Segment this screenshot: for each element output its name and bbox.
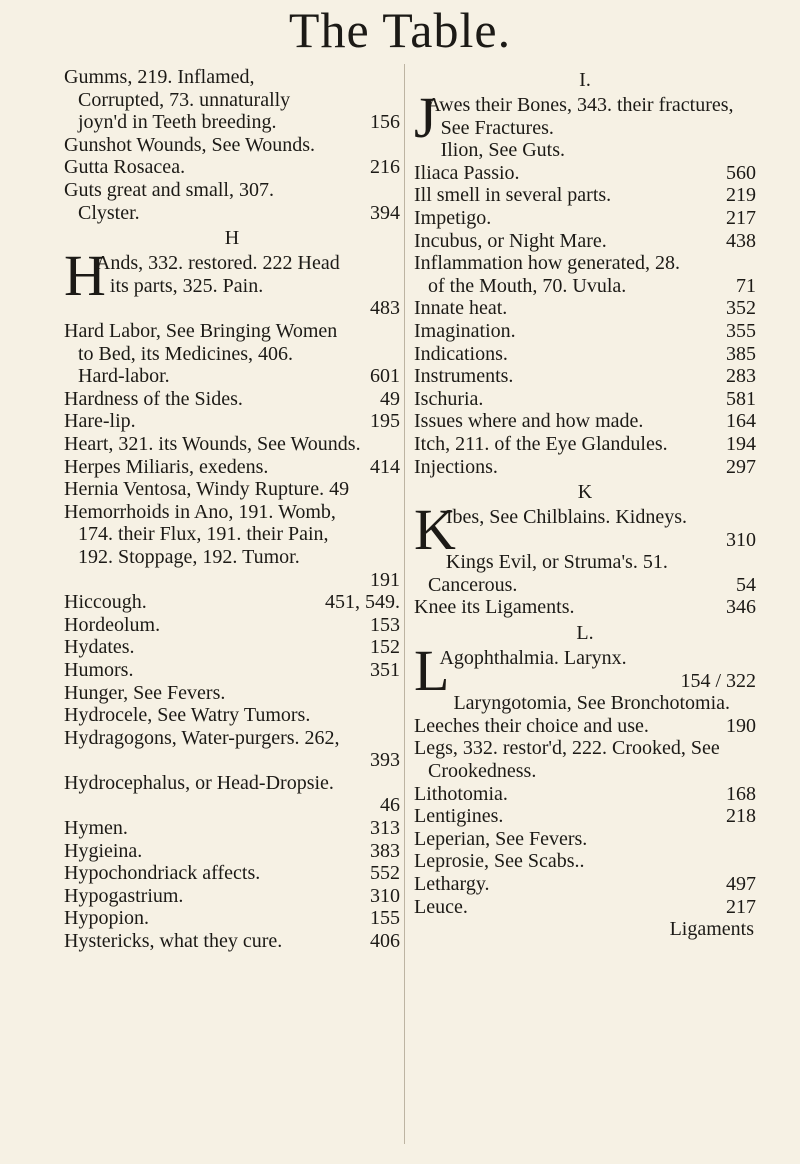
- index-entry: [64, 614, 400, 637]
- index-entry: [414, 715, 756, 738]
- page-number: 154 / 322: [680, 669, 756, 692]
- page-number: 438: [726, 229, 756, 252]
- index-entry: [64, 862, 400, 885]
- page-number: 385: [726, 342, 756, 365]
- entry-text: Hypopion.: [64, 907, 149, 930]
- page-number: 216: [370, 156, 400, 179]
- index-entry: [414, 207, 756, 230]
- page-number: 414: [370, 455, 400, 478]
- index-entry: [64, 636, 400, 659]
- entry-text: Hypogastrium.: [64, 884, 184, 907]
- page-number: 195: [370, 410, 400, 433]
- page-number: 581: [726, 387, 756, 410]
- entry-text: Hydrocephalus, or Head-Dropsie.: [64, 771, 334, 794]
- section-letter: H: [224, 227, 240, 250]
- entry-text: Instruments.: [414, 365, 514, 388]
- drop-cap: K: [414, 497, 456, 563]
- page-number: 164: [726, 410, 756, 433]
- index-entry: [414, 85, 756, 150]
- page-number: 155: [370, 907, 400, 930]
- entry-text: Impetigo.: [414, 206, 492, 229]
- entry-text: Inflammation how generated, 28. of the Mouth, 70. Uvula.: [414, 252, 681, 297]
- page-number: 451, 549.: [325, 591, 400, 614]
- page-number: 297: [726, 455, 756, 478]
- page-number: 156: [370, 111, 400, 134]
- entry-text: Herpes Miliaris, exedens.: [64, 455, 269, 478]
- index-entry: [64, 501, 400, 591]
- page-number: 71: [736, 274, 756, 297]
- index-entry: [414, 692, 756, 715]
- index-entry: [414, 828, 756, 851]
- section-letter: L.: [576, 622, 594, 645]
- index-entry: [414, 343, 756, 366]
- index-entry: [414, 783, 756, 806]
- index-entry: [64, 410, 400, 433]
- page-number: 190: [726, 714, 756, 737]
- drop-cap: L: [414, 638, 450, 704]
- entry-text: Injections.: [414, 455, 498, 478]
- page-number: 346: [726, 596, 756, 619]
- entry-text: Hernia Ventosa, Windy Rupture. 49: [64, 478, 350, 501]
- entry-text: Gumms, 219. Inflamed, Corrupted, 73. unnaturally joyn'd in Teeth breeding.: [64, 66, 291, 134]
- entry-text: Legs, 332. restor'd, 222. Crooked, See Crookedness.: [414, 737, 720, 783]
- index-entry: [64, 179, 400, 224]
- page-number: 152: [370, 636, 400, 659]
- entry-text: Ands, 332. restored. 222 Head its parts, 325. Pain.: [95, 252, 340, 297]
- entry-text: Hygieina.: [64, 839, 143, 862]
- entry-text: Hydragogons, Water-purgers. 262,: [64, 726, 340, 749]
- entry-text: Ischuria.: [414, 387, 484, 410]
- page-number: 483: [370, 297, 400, 320]
- index-entry: [64, 682, 400, 705]
- index-entry: [414, 918, 756, 941]
- entry-text: Hymen.: [64, 817, 128, 840]
- index-entry: [64, 134, 400, 157]
- index-entry: [414, 497, 756, 563]
- index-entry: [414, 320, 756, 343]
- entry-text: Gunshot Wounds, See Wounds.: [64, 133, 316, 156]
- page-number: 560: [726, 161, 756, 184]
- entry-text: Issues where and how made.: [414, 410, 644, 433]
- index-entry: [64, 704, 400, 727]
- page-number: 383: [370, 839, 400, 862]
- entry-text: Incubus, or Night Mare.: [414, 229, 607, 252]
- index-entry: [64, 478, 400, 501]
- index-entry: [414, 139, 756, 162]
- index-entry: [64, 66, 400, 134]
- page-number: 49: [380, 387, 400, 410]
- page-number: 194: [726, 432, 756, 455]
- index-entry: [64, 727, 400, 772]
- page-number: 355: [726, 319, 756, 342]
- entry-text: Imagination.: [414, 319, 516, 342]
- entry-text: Ilion, See Guts.: [440, 139, 566, 162]
- right-column: [414, 66, 756, 941]
- entry-text: Guts great and small, 307. Clyster.: [64, 178, 274, 224]
- page-number: 393: [370, 749, 400, 772]
- entry-text: Leuce.: [414, 895, 468, 918]
- entry-text: Iliaca Passio.: [414, 161, 520, 184]
- page-number: 313: [370, 817, 400, 840]
- entry-text: Heart, 321. its Wounds, See Wounds.: [64, 432, 361, 455]
- index-entry: [64, 907, 400, 930]
- left-column: [64, 66, 400, 953]
- index-entry: [414, 297, 756, 320]
- entry-text: Hiccough.: [64, 591, 147, 614]
- entry-text: Hydrocele, See Watry Tumors.: [64, 704, 311, 727]
- entry-text: Hare-lip.: [64, 410, 136, 433]
- index-entry: [64, 930, 400, 953]
- entry-text: Leperian, See Fevers.: [414, 827, 588, 850]
- entry-text: Knee its Ligaments.: [414, 596, 575, 619]
- page-number: 601: [370, 365, 400, 388]
- entry-text: Hunger, See Fevers.: [64, 681, 226, 704]
- index-entry: [414, 433, 756, 456]
- entry-text: Ligaments: [669, 918, 754, 941]
- index-entry: [414, 896, 756, 919]
- page-number: 394: [370, 201, 400, 224]
- column-divider: [404, 64, 405, 1144]
- page-number: 46: [380, 794, 400, 817]
- page-number: 217: [726, 895, 756, 918]
- entry-text: Hydates.: [64, 636, 135, 659]
- entry-text: Kings Evil, or Struma's. 51. Cancerous.: [428, 551, 668, 596]
- index-entry: [414, 551, 756, 596]
- entry-text: Hardness of the Sides.: [64, 387, 243, 410]
- page-number: 168: [726, 782, 756, 805]
- entry-text: Itch, 211. of the Eye Glandules.: [414, 432, 668, 455]
- entry-text: Leprosie, See Scabs..: [414, 850, 585, 873]
- page-number: 219: [726, 184, 756, 207]
- index-entry: [414, 230, 756, 253]
- page-number: 191: [370, 568, 400, 591]
- page-number: 552: [370, 862, 400, 885]
- entry-text: Gutta Rosacea.: [64, 156, 186, 179]
- index-entry: [64, 772, 400, 817]
- index-entry: [64, 659, 400, 682]
- page-number: 497: [726, 873, 756, 895]
- page-number: 310: [370, 884, 400, 907]
- index-entry: [64, 885, 400, 908]
- index-entry: [414, 162, 756, 185]
- index-entry: [64, 591, 400, 614]
- drop-cap: J: [414, 85, 437, 150]
- index-entry: [64, 840, 400, 863]
- entry-text: Awes their Bones, 343. their fractures, See Fractures.: [426, 94, 734, 139]
- index-entry: [414, 850, 756, 873]
- entry-text: Hemorrhoids in Ano, 191. Womb, 174. their Flux, 191. their Pain, 192. Stoppage, 192. Tumor.: [64, 500, 336, 568]
- page-number: 153: [370, 613, 400, 636]
- page-number: 406: [370, 930, 400, 953]
- page-title: The Table.: [288, 2, 512, 58]
- index-entry: [414, 184, 756, 207]
- entry-text: Indications.: [414, 342, 508, 365]
- index-entry: [64, 243, 400, 320]
- page-number: 352: [726, 297, 756, 320]
- entry-text: Agophthalmia. Larynx.: [439, 647, 627, 670]
- index-entry: [64, 456, 400, 479]
- index-entry: [64, 433, 400, 456]
- index-entry: [414, 737, 756, 782]
- index-entry: [414, 596, 756, 619]
- entry-text: Lithotomia.: [414, 782, 508, 805]
- index-entry: [414, 388, 756, 411]
- page-number: 54: [736, 573, 756, 596]
- index-entry: [414, 873, 756, 896]
- index-entry: [64, 388, 400, 411]
- entry-text: Hard Labor, See Bringing Women to Bed, its Medicines, 406. Hard-labor.: [64, 319, 338, 388]
- page-number: 217: [726, 206, 756, 229]
- section-letter: I.: [579, 69, 591, 91]
- index-entry: [64, 817, 400, 840]
- index-entry: [414, 805, 756, 828]
- index-entry: [414, 456, 756, 479]
- index-entry: [64, 156, 400, 179]
- entry-text: Humors.: [64, 658, 134, 681]
- entry-text: Hystericks, what they cure.: [64, 930, 283, 953]
- page-number: 351: [370, 658, 400, 681]
- page-number: 310: [726, 528, 756, 551]
- entry-text: Ibes, See Chilblains. Kidneys.: [445, 506, 687, 529]
- page-number: 218: [726, 805, 756, 828]
- index-entry: [414, 365, 756, 388]
- entry-text: Lethargy.: [414, 873, 490, 895]
- entry-text: Leeches their choice and use.: [414, 714, 649, 737]
- entry-text: Innate heat.: [414, 297, 508, 320]
- entry-text: Ill smell in several parts.: [414, 184, 612, 207]
- index-entry: [414, 410, 756, 433]
- entry-text: Lentigines.: [414, 805, 504, 828]
- section-letter: K: [577, 481, 593, 504]
- entry-text: Laryngotomia, See Bronchotomia.: [453, 692, 731, 715]
- index-entry: [414, 252, 756, 297]
- drop-cap: H: [64, 243, 106, 309]
- index-entry: [64, 320, 400, 388]
- page-number: 283: [726, 365, 756, 388]
- entry-text: Hypochondriack affects.: [64, 862, 261, 885]
- entry-text: Hordeolum.: [64, 613, 161, 636]
